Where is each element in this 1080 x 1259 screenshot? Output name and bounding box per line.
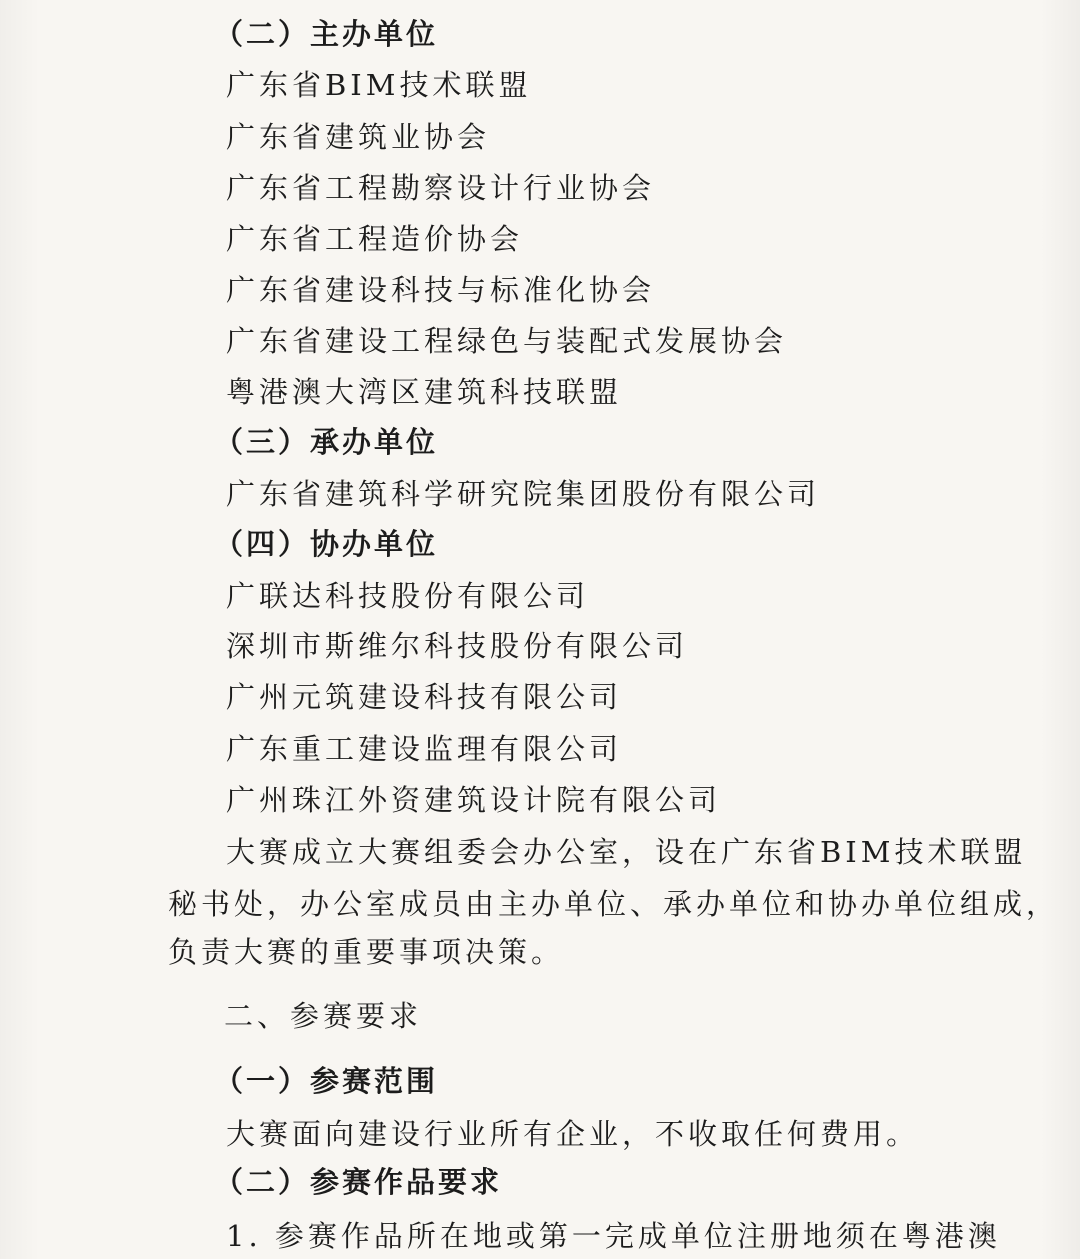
organizer-item: 广东省工程勘察设计行业协会 bbox=[226, 171, 656, 205]
section-two-title: 二、参赛要求 bbox=[224, 999, 423, 1033]
works-heading: （二）参赛作品要求 bbox=[214, 1165, 503, 1199]
organizer-item: 广东省BIM技术联盟 bbox=[226, 68, 532, 102]
office-paragraph-line: 秘书处，办公室成员由主办单位、承办单位和协办单位组成， bbox=[168, 887, 1060, 921]
works-item-1: 1. 参赛作品所在地或第一完成单位注册地须在粤港澳 bbox=[226, 1219, 1001, 1253]
scope-text: 大赛面向建设行业所有企业，不收取任何费用。 bbox=[226, 1117, 920, 1151]
organizer-item: 粤港澳大湾区建筑科技联盟 bbox=[226, 375, 623, 409]
organizer-item: 广东省建设工程绿色与装配式发展协会 bbox=[226, 324, 788, 358]
organizers-heading: （二）主办单位 bbox=[214, 17, 439, 51]
scope-heading: （一）参赛范围 bbox=[214, 1064, 439, 1098]
organizer-item: 广东省建设科技与标准化协会 bbox=[226, 273, 656, 307]
office-paragraph-line: 大赛成立大赛组委会办公室，设在广东省BIM技术联盟 bbox=[226, 835, 1027, 869]
co-organizer-item: 深圳市斯维尔科技股份有限公司 bbox=[226, 629, 689, 663]
organizer-item: 广东省工程造价协会 bbox=[226, 222, 524, 256]
undertaker-item: 广东省建筑科学研究院集团股份有限公司 bbox=[226, 477, 821, 511]
co-organizers-heading: （四）协办单位 bbox=[214, 527, 439, 561]
co-organizer-item: 广州元筑建设科技有限公司 bbox=[226, 680, 623, 714]
organizer-item: 广东省建筑业协会 bbox=[226, 120, 491, 154]
undertakers-heading: （三）承办单位 bbox=[214, 425, 439, 459]
office-paragraph-line: 负责大赛的重要事项决策。 bbox=[168, 935, 565, 969]
co-organizer-item: 广联达科技股份有限公司 bbox=[226, 579, 590, 613]
co-organizer-item: 广州珠江外资建筑设计院有限公司 bbox=[226, 783, 722, 817]
co-organizer-item: 广东重工建设监理有限公司 bbox=[226, 732, 623, 766]
